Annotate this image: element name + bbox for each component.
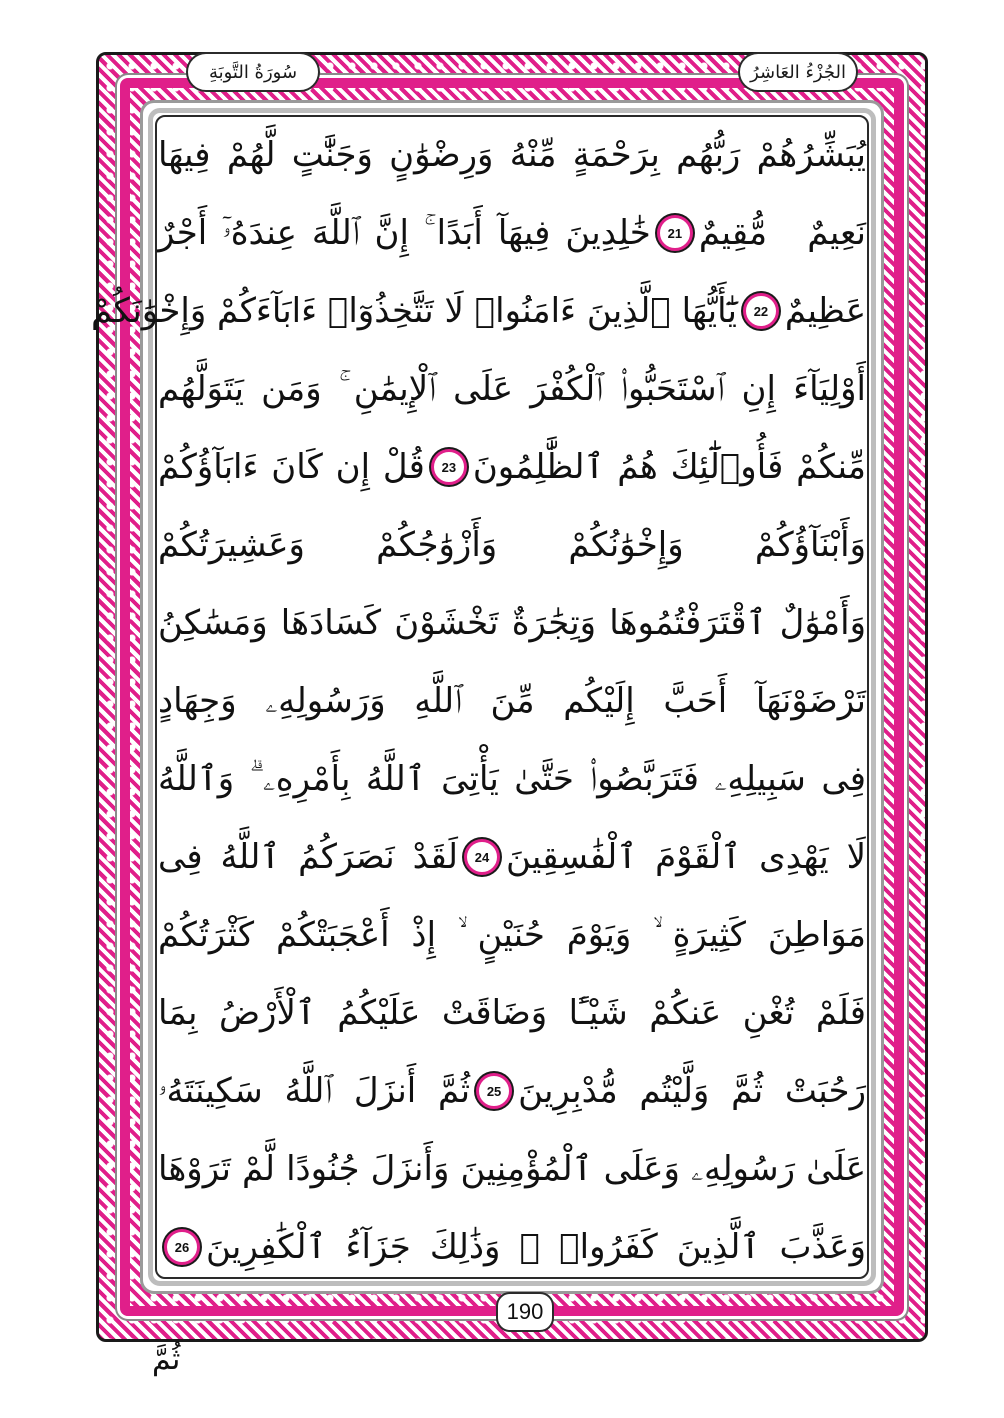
text-line — [158, 432, 866, 502]
text-line — [90, 276, 866, 346]
quran-text — [90, 112, 866, 1276]
text-line — [158, 1134, 866, 1204]
catchword: ثُمَّ — [152, 1342, 181, 1377]
verse-text: يُبَشِّرُهُمْ رَبُّهُم بِرَحْمَةٍ مِّنْهُ وَرِضْوَٰنٍ وَجَنَّٰتٍ لَّهُمْ فِيهَا — [158, 135, 866, 175]
text-line — [158, 588, 866, 658]
ayah-number-marker: 21 — [657, 215, 693, 251]
ayah-number-marker: 23 — [431, 449, 467, 485]
ayah-number-marker: 25 — [476, 1073, 512, 1109]
ayah-number-marker: 24 — [464, 839, 500, 875]
text-line — [158, 1212, 866, 1282]
text-line — [158, 822, 866, 892]
text-line — [158, 666, 866, 736]
verse-text: عَلَىٰ رَسُولِهِۦ وَعَلَى ٱلْمُؤْمِنِينَ وَأَنزَلَ جُنُودًا لَّمْ تَرَوْهَا — [158, 1149, 866, 1189]
verse-text: رَحُبَتْ ثُمَّ وَلَّيْتُم مُّدْبِرِينَ — [518, 1071, 866, 1111]
text-line — [158, 900, 866, 970]
verse-text: قُلْ إِن كَانَ ءَابَآؤُكُمْ — [158, 447, 425, 487]
verse-text: أَوْلِيَآءَ إِنِ ٱسْتَحَبُّوا۟ ٱلْكُفْرَ عَلَى ٱلْإِيمَٰنِ ۚ وَمَن يَتَوَلَّهُم — [158, 369, 866, 409]
text-line — [158, 1056, 866, 1126]
ayah-number-marker: 26 — [164, 1229, 200, 1265]
verse-text: وَأَبْنَآؤُكُمْ وَإِخْوَٰنُكُمْ وَأَزْوَٰجُكُمْ وَعَشِيرَتُكُمْ — [158, 525, 866, 565]
verse-text: لَا يَهْدِى ٱلْقَوْمَ ٱلْفَٰسِقِينَ — [506, 837, 866, 877]
surah-name-label: سُورَةُ التَّوبَةِ — [186, 52, 320, 92]
text-line — [158, 978, 866, 1048]
verse-text: يَٰٓأَيُّهَا ٱلَّذِينَ ءَامَنُوا۟ لَا تَتَّخِذُوٓا۟ ءَابَآءَكُمْ وَإِخْوَٰنَكُمْ — [90, 291, 737, 331]
ayah-number-marker: 22 — [743, 293, 779, 329]
juz-name-label: الجُزْءُ العَاشِرُ — [738, 52, 858, 92]
verse-text: وَعَذَّبَ ٱلَّذِينَ كَفَرُوا۟ ۚ وَذَٰلِكَ جَزَآءُ ٱلْكَٰفِرِينَ — [206, 1227, 866, 1267]
verse-text: فِى سَبِيلِهِۦ فَتَرَبَّصُوا۟ حَتَّىٰ يَأْتِىَ ٱللَّهُ بِأَمْرِهِۦ ۗ وَٱللَّهُ — [158, 759, 866, 799]
verse-text: تَرْضَوْنَهَآ أَحَبَّ إِلَيْكُم مِّنَ ٱللَّهِ وَرَسُولِهِۦ وَجِهَادٍ — [158, 681, 866, 721]
verse-text: خَٰلِدِينَ فِيهَآ أَبَدًا ۚ إِنَّ ٱللَّهَ عِندَهُۥٓ أَجْرٌ — [158, 213, 651, 253]
text-line — [158, 510, 866, 580]
text-line — [158, 198, 866, 268]
verse-text: لَقَدْ نَصَرَكُمُ ٱللَّهُ فِى — [158, 837, 459, 877]
verse-text: مِّنكُمْ فَأُو۟لَٰٓئِكَ هُمُ ٱلظَّٰلِمُونَ — [472, 447, 866, 487]
verse-text: نَعِيمٌ مُّقِيمٌ — [698, 213, 866, 253]
text-line — [158, 120, 866, 190]
verse-text: عَظِيمٌ — [784, 291, 866, 331]
page-number: 190 — [496, 1292, 554, 1332]
verse-text: مَوَاطِنَ كَثِيرَةٍ ۙ وَيَوْمَ حُنَيْنٍ ۙ إِذْ أَعْجَبَتْكُمْ كَثْرَتُكُمْ — [158, 915, 866, 955]
text-line — [158, 354, 866, 424]
verse-text: ثُمَّ أَنزَلَ ٱللَّهُ سَكِينَتَهُۥ — [157, 1071, 471, 1111]
verse-text: وَأَمْوَٰلٌ ٱقْتَرَفْتُمُوهَا وَتِجَٰرَةٌ تَخْشَوْنَ كَسَادَهَا وَمَسَٰكِنُ — [158, 603, 866, 643]
text-line — [158, 744, 866, 814]
verse-text: فَلَمْ تُغْنِ عَنكُمْ شَيْـًٔا وَضَاقَتْ عَلَيْكُمُ ٱلْأَرْضُ بِمَا — [158, 993, 866, 1033]
